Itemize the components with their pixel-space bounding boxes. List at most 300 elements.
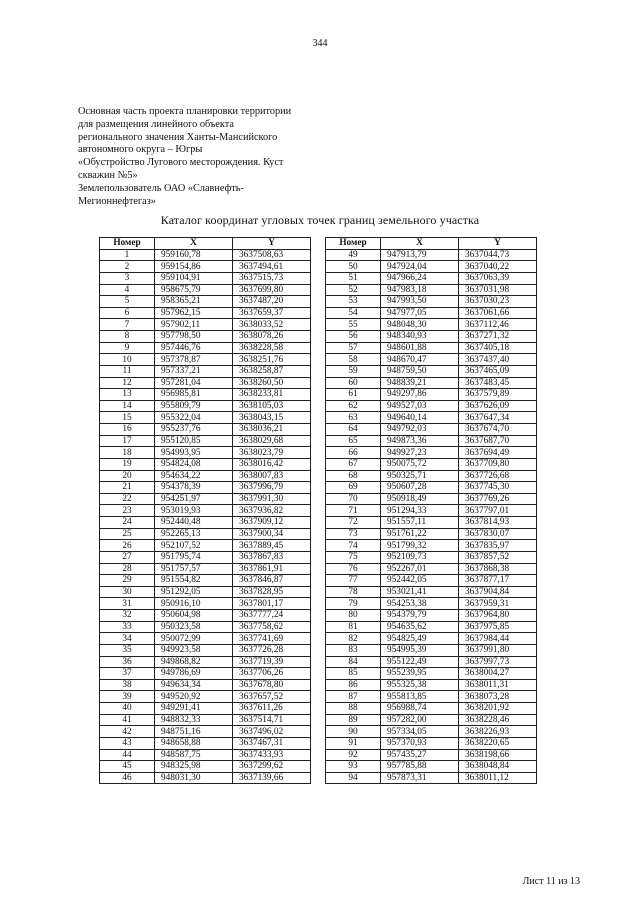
y-coordinate-cell: 3637494,61 [233,261,311,273]
table-row [326,249,537,261]
point-number-cell: 60 [326,377,381,389]
y-coordinate-cell: 3637835,97 [459,540,537,552]
x-coordinate-cell: 950916,10 [155,598,233,610]
table-row [326,633,537,645]
y-coordinate-cell: 3638078,26 [233,331,311,343]
y-coordinate-cell: 3637271,32 [459,331,537,343]
y-coordinate-cell: 3638011,31 [459,679,537,691]
x-coordinate-cell: 949297,86 [381,389,459,401]
x-coordinate-cell: 950323,58 [155,621,233,633]
table-row [100,319,311,331]
table-row [100,249,311,261]
x-coordinate-cell: 954378,39 [155,482,233,494]
x-coordinate-cell: 953021,41 [381,586,459,598]
x-coordinate-cell: 952265,13 [155,528,233,540]
x-coordinate-cell: 957282,00 [381,714,459,726]
table-row [100,435,311,447]
point-number-cell: 20 [100,470,155,482]
point-number-cell: 7 [100,319,155,331]
header-line: автономного округа – Югры [78,144,203,156]
table-row [326,668,537,680]
table-row [100,679,311,691]
table-row [326,761,537,773]
x-coordinate-cell: 949291,41 [155,703,233,715]
y-coordinate-cell: 3637299,62 [233,761,311,773]
y-coordinate-cell: 3637433,93 [233,749,311,761]
x-coordinate-cell: 948048,30 [381,319,459,331]
table-row [326,575,537,587]
x-coordinate-cell: 950918,49 [381,493,459,505]
table-row [100,737,311,749]
table-row [326,342,537,354]
table-row [100,540,311,552]
point-number-cell: 69 [326,482,381,494]
y-coordinate-cell: 3637846,87 [233,575,311,587]
y-coordinate-cell: 3637964,80 [459,610,537,622]
x-coordinate-cell: 954251,97 [155,493,233,505]
y-coordinate-cell: 3637801,17 [233,598,311,610]
x-coordinate-cell: 950325,71 [381,470,459,482]
point-number-cell: 28 [100,563,155,575]
table-row [100,365,311,377]
document-header [78,106,338,208]
y-coordinate-cell: 3638258,87 [233,365,311,377]
point-number-cell: 92 [326,749,381,761]
y-coordinate-cell: 3637496,02 [233,726,311,738]
y-coordinate-cell: 3637657,52 [233,691,311,703]
x-coordinate-cell: 947966,24 [381,272,459,284]
table-row [326,365,537,377]
x-coordinate-cell: 951757,57 [155,563,233,575]
y-coordinate-cell: 3638228,58 [233,342,311,354]
y-coordinate-cell: 3637904,84 [459,586,537,598]
point-number-cell: 77 [326,575,381,587]
table-row [100,575,311,587]
point-number-cell: 12 [100,377,155,389]
point-number-cell: 71 [326,505,381,517]
x-coordinate-cell: 957370,93 [381,737,459,749]
point-number-cell: 37 [100,668,155,680]
point-number-cell: 59 [326,365,381,377]
table-row [326,656,537,668]
table-row [100,389,311,401]
table-row [100,598,311,610]
y-coordinate-cell: 3637405,18 [459,342,537,354]
table-row [100,749,311,761]
x-coordinate-cell: 957785,88 [381,761,459,773]
x-coordinate-cell: 957798,50 [155,331,233,343]
y-coordinate-cell: 3637112,46 [459,319,537,331]
table-row [100,284,311,296]
y-coordinate-cell: 3637437,40 [459,354,537,366]
y-coordinate-cell: 3637487,20 [233,296,311,308]
y-coordinate-cell: 3637741,69 [233,633,311,645]
x-coordinate-cell: 947993,50 [381,296,459,308]
table-row [326,551,537,563]
x-coordinate-cell: 958675,79 [155,284,233,296]
y-coordinate-cell: 3637777,24 [233,610,311,622]
point-number-cell: 42 [100,726,155,738]
x-coordinate-cell: 954993,95 [155,447,233,459]
x-coordinate-cell: 948839,21 [381,377,459,389]
point-number-cell: 31 [100,598,155,610]
point-number-cell: 41 [100,714,155,726]
point-number-cell: 74 [326,540,381,552]
table-row [100,621,311,633]
point-number-cell: 81 [326,621,381,633]
point-number-cell: 82 [326,633,381,645]
y-coordinate-cell: 3637514,71 [233,714,311,726]
y-coordinate-cell: 3637991,80 [459,644,537,656]
sheet-counter: Лист 11 из 13 [522,876,580,887]
point-number-cell: 44 [100,749,155,761]
y-coordinate-cell: 3638226,93 [459,726,537,738]
point-number-cell: 65 [326,435,381,447]
table-row [100,424,311,436]
table-row [326,447,537,459]
y-coordinate-cell: 3637044,73 [459,249,537,261]
table-row [326,528,537,540]
y-coordinate-cell: 3637139,66 [233,772,311,784]
table-row [100,377,311,389]
x-coordinate-cell: 952267,01 [381,563,459,575]
y-coordinate-cell: 3637687,70 [459,435,537,447]
point-number-cell: 83 [326,644,381,656]
y-coordinate-cell: 3637719,39 [233,656,311,668]
y-coordinate-cell: 3637877,17 [459,575,537,587]
table-row [100,563,311,575]
y-coordinate-cell: 3637579,89 [459,389,537,401]
y-coordinate-cell: 3637991,30 [233,493,311,505]
point-number-cell: 26 [100,540,155,552]
table-row [326,517,537,529]
column-header-x: X [155,238,233,250]
y-coordinate-cell: 3637515,73 [233,272,311,284]
table-row [100,342,311,354]
table-row [100,772,311,784]
table-row [326,307,537,319]
x-coordinate-cell: 947913,79 [381,249,459,261]
table-row [326,261,537,273]
x-coordinate-cell: 948751,16 [155,726,233,738]
coordinates-table-right [325,237,537,784]
table-row [100,272,311,284]
table-row [326,563,537,575]
point-number-cell: 64 [326,424,381,436]
y-coordinate-cell: 3637706,26 [233,668,311,680]
x-coordinate-cell: 950072,99 [155,633,233,645]
x-coordinate-cell: 951292,05 [155,586,233,598]
x-coordinate-cell: 949792,03 [381,424,459,436]
y-coordinate-cell: 3637975,85 [459,621,537,633]
table-row [100,551,311,563]
x-coordinate-cell: 957281,04 [155,377,233,389]
x-coordinate-cell: 951557,11 [381,517,459,529]
y-coordinate-cell: 3638048,84 [459,761,537,773]
table-row [100,761,311,773]
header-line: скважин №5» [78,169,138,181]
table-row [100,354,311,366]
x-coordinate-cell: 953019,93 [155,505,233,517]
point-number-cell: 1 [100,249,155,261]
table-row [100,644,311,656]
y-coordinate-cell: 3637465,09 [459,365,537,377]
point-number-cell: 38 [100,679,155,691]
x-coordinate-cell: 950607,28 [381,482,459,494]
table-row [100,528,311,540]
table-row [326,505,537,517]
point-number-cell: 75 [326,551,381,563]
table-row [326,540,537,552]
y-coordinate-cell: 3638043,15 [233,412,311,424]
y-coordinate-cell: 3637678,80 [233,679,311,691]
point-number-cell: 34 [100,633,155,645]
point-number-cell: 80 [326,610,381,622]
x-coordinate-cell: 955322,04 [155,412,233,424]
point-number-cell: 24 [100,517,155,529]
y-coordinate-cell: 3637467,31 [233,737,311,749]
x-coordinate-cell: 956988,74 [381,703,459,715]
point-number-cell: 40 [100,703,155,715]
table-row [100,470,311,482]
x-coordinate-cell: 948658,88 [155,737,233,749]
point-number-cell: 2 [100,261,155,273]
table-row [326,319,537,331]
point-number-cell: 14 [100,400,155,412]
table-header-row [100,238,311,250]
table-row [100,633,311,645]
y-coordinate-cell: 3637674,70 [459,424,537,436]
y-coordinate-cell: 3637031,98 [459,284,537,296]
x-coordinate-cell: 947977,05 [381,307,459,319]
table-row [100,493,311,505]
table-row [326,296,537,308]
y-coordinate-cell: 3638036,21 [233,424,311,436]
y-coordinate-cell: 3638004,27 [459,668,537,680]
table-row [326,598,537,610]
table-row [326,621,537,633]
point-number-cell: 21 [100,482,155,494]
y-coordinate-cell: 3638201,92 [459,703,537,715]
table-row [326,284,537,296]
x-coordinate-cell: 949640,14 [381,412,459,424]
table-row [326,644,537,656]
coordinates-table-left [99,237,311,784]
y-coordinate-cell: 3637611,26 [233,703,311,715]
point-number-cell: 15 [100,412,155,424]
y-coordinate-cell: 3637699,80 [233,284,311,296]
table-row [100,517,311,529]
x-coordinate-cell: 949923,58 [155,644,233,656]
table-row [326,726,537,738]
x-coordinate-cell: 956985,81 [155,389,233,401]
y-coordinate-cell: 3638198,66 [459,749,537,761]
y-coordinate-cell: 3637997,73 [459,656,537,668]
x-coordinate-cell: 955122,49 [381,656,459,668]
table-row [100,691,311,703]
y-coordinate-cell: 3637828,95 [233,586,311,598]
point-number-cell: 89 [326,714,381,726]
y-coordinate-cell: 3637647,34 [459,412,537,424]
x-coordinate-cell: 957337,21 [155,365,233,377]
x-coordinate-cell: 954825,49 [381,633,459,645]
y-coordinate-cell: 3637814,93 [459,517,537,529]
table-row [326,331,537,343]
point-number-cell: 85 [326,668,381,680]
table-row [100,447,311,459]
y-coordinate-cell: 3638033,52 [233,319,311,331]
table-row [326,435,537,447]
header-line: регионального значения Ханты-Мансийского [78,131,278,143]
y-coordinate-cell: 3638251,76 [233,354,311,366]
table-row [100,261,311,273]
point-number-cell: 87 [326,691,381,703]
table-row [326,412,537,424]
x-coordinate-cell: 951294,33 [381,505,459,517]
x-coordinate-cell: 959160,78 [155,249,233,261]
y-coordinate-cell: 3637889,45 [233,540,311,552]
x-coordinate-cell: 954379,79 [381,610,459,622]
column-header-x: X [381,238,459,250]
x-coordinate-cell: 948587,75 [155,749,233,761]
table-row [326,470,537,482]
point-number-cell: 90 [326,726,381,738]
y-coordinate-cell: 3638260,50 [233,377,311,389]
x-coordinate-cell: 955239,95 [381,668,459,680]
x-coordinate-cell: 949868,82 [155,656,233,668]
y-coordinate-cell: 3638228,46 [459,714,537,726]
x-coordinate-cell: 951799,32 [381,540,459,552]
table-row [326,586,537,598]
y-coordinate-cell: 3637996,79 [233,482,311,494]
y-coordinate-cell: 3638220,65 [459,737,537,749]
point-number-cell: 10 [100,354,155,366]
y-coordinate-cell: 3638016,42 [233,458,311,470]
y-coordinate-cell: 3638029,68 [233,435,311,447]
x-coordinate-cell: 951554,82 [155,575,233,587]
point-number-cell: 70 [326,493,381,505]
y-coordinate-cell: 3637659,37 [233,307,311,319]
x-coordinate-cell: 954824,08 [155,458,233,470]
table-row [100,412,311,424]
point-number-cell: 56 [326,331,381,343]
x-coordinate-cell: 950075,72 [381,458,459,470]
x-coordinate-cell: 949634,34 [155,679,233,691]
table-header-row [326,238,537,250]
y-coordinate-cell: 3637959,31 [459,598,537,610]
table-row [326,424,537,436]
column-header-number: Номер [100,238,155,250]
point-number-cell: 53 [326,296,381,308]
x-coordinate-cell: 957873,31 [381,772,459,784]
point-number-cell: 32 [100,610,155,622]
page-number: 344 [312,38,328,49]
point-number-cell: 30 [100,586,155,598]
y-coordinate-cell: 3637769,26 [459,493,537,505]
table-row [326,703,537,715]
point-number-cell: 61 [326,389,381,401]
y-coordinate-cell: 3637040,22 [459,261,537,273]
column-header-number: Номер [326,238,381,250]
point-number-cell: 63 [326,412,381,424]
table-row [326,714,537,726]
x-coordinate-cell: 947983,18 [381,284,459,296]
header-line: Землепользователь ОАО «Славнефть- [78,182,244,194]
x-coordinate-cell: 948031,30 [155,772,233,784]
point-number-cell: 58 [326,354,381,366]
point-number-cell: 22 [100,493,155,505]
table-row [326,749,537,761]
x-coordinate-cell: 949527,03 [381,400,459,412]
point-number-cell: 91 [326,737,381,749]
y-coordinate-cell: 3637709,80 [459,458,537,470]
point-number-cell: 52 [326,284,381,296]
x-coordinate-cell: 948325,98 [155,761,233,773]
point-number-cell: 57 [326,342,381,354]
point-number-cell: 18 [100,447,155,459]
x-coordinate-cell: 955809,79 [155,400,233,412]
point-number-cell: 27 [100,551,155,563]
table-row [326,772,537,784]
y-coordinate-cell: 3637626,09 [459,400,537,412]
x-coordinate-cell: 958365,21 [155,296,233,308]
y-coordinate-cell: 3637909,12 [233,517,311,529]
y-coordinate-cell: 3637900,34 [233,528,311,540]
point-number-cell: 66 [326,447,381,459]
table-row [326,377,537,389]
x-coordinate-cell: 948832,33 [155,714,233,726]
x-coordinate-cell: 957435,27 [381,749,459,761]
y-coordinate-cell: 3637868,38 [459,563,537,575]
point-number-cell: 3 [100,272,155,284]
table-row [326,354,537,366]
y-coordinate-cell: 3637508,63 [233,249,311,261]
x-coordinate-cell: 952442,05 [381,575,459,587]
y-coordinate-cell: 3638023,79 [233,447,311,459]
table-row [100,726,311,738]
table-row [100,586,311,598]
table-row [100,505,311,517]
point-number-cell: 4 [100,284,155,296]
point-number-cell: 67 [326,458,381,470]
table-row [100,714,311,726]
x-coordinate-cell: 959154,86 [155,261,233,273]
x-coordinate-cell: 957962,15 [155,307,233,319]
point-number-cell: 23 [100,505,155,517]
point-number-cell: 29 [100,575,155,587]
point-number-cell: 88 [326,703,381,715]
header-line: для размещения линейного объекта [78,118,234,130]
table-row [326,679,537,691]
table-row [100,307,311,319]
point-number-cell: 55 [326,319,381,331]
x-coordinate-cell: 955120,85 [155,435,233,447]
point-number-cell: 13 [100,389,155,401]
point-number-cell: 5 [100,296,155,308]
point-number-cell: 73 [326,528,381,540]
y-coordinate-cell: 3637694,49 [459,447,537,459]
table-row [326,400,537,412]
point-number-cell: 8 [100,331,155,343]
point-number-cell: 36 [100,656,155,668]
x-coordinate-cell: 955237,76 [155,424,233,436]
x-coordinate-cell: 952107,52 [155,540,233,552]
x-coordinate-cell: 951795,74 [155,551,233,563]
x-coordinate-cell: 957446,76 [155,342,233,354]
table-row [100,668,311,680]
point-number-cell: 54 [326,307,381,319]
table-row [100,703,311,715]
